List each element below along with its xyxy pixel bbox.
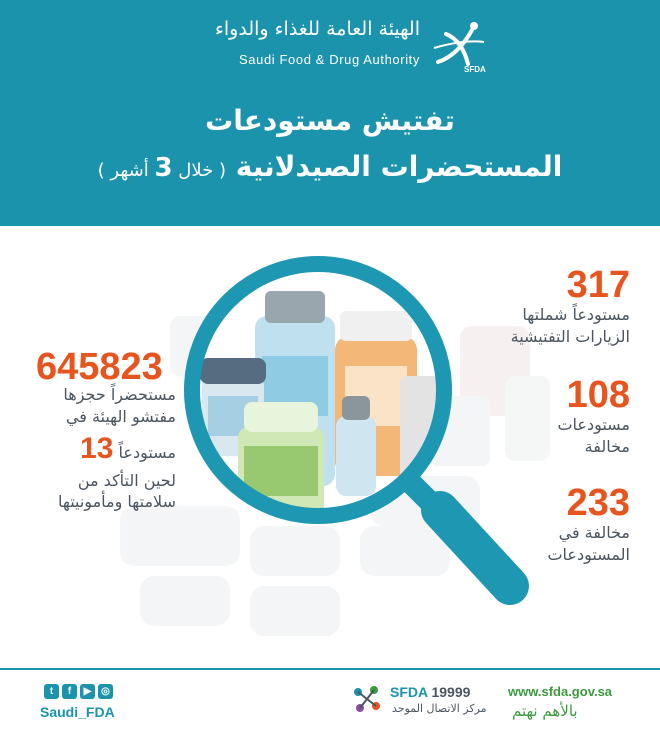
- stat-inspected-label-2: الزيارات التفتيشية: [510, 326, 630, 346]
- stat-seized-warehouses-count: 13: [80, 432, 114, 466]
- footer-divider: [0, 668, 660, 670]
- stat-violations-count: 233: [566, 482, 630, 524]
- stat-violations-label: [547, 522, 630, 565]
- stat-inspected-label: [511, 304, 630, 347]
- stat-violating-count: 108: [566, 374, 630, 416]
- stat-seized-label-2: مفتشو الهيئة في: [65, 406, 176, 426]
- youtube-icon[interactable]: ▶: [80, 684, 95, 699]
- instagram-icon[interactable]: ◎: [98, 684, 113, 699]
- title-main: المستحضرات الصيدلانية: [235, 150, 563, 183]
- call-center-number[interactable]: [390, 684, 470, 700]
- stat-seized-warehouses: [10, 429, 176, 470]
- social-handle[interactable]: Saudi_FDA: [40, 704, 115, 720]
- stat-violations-label-2: المستودعات: [547, 544, 630, 564]
- title-period: [97, 153, 226, 183]
- stat-seized-label-1: مستحضراً حجزها: [63, 385, 176, 404]
- title-period-a: ( خلال: [178, 160, 226, 181]
- call-center-prefix: SFDA: [390, 684, 428, 700]
- call-center-label: مركز الاتصال الموحد: [392, 702, 487, 715]
- title-line-1: تفتيش مستودعات: [205, 104, 455, 137]
- call-center-icon: [350, 682, 384, 716]
- stat-inspected-count: 317: [566, 264, 630, 306]
- header-banner: [0, 0, 660, 226]
- stat-seized-count: 645823: [36, 346, 163, 388]
- slogan: بالأهم نهتم: [512, 702, 578, 720]
- stat-seized-label-5: سلامتها ومأمونيتها: [57, 492, 176, 512]
- twitter-icon[interactable]: t: [44, 684, 59, 699]
- stat-violating-label: [557, 414, 630, 457]
- stat-violating-label-2: مخالفة: [584, 436, 630, 456]
- logo-tag: SFDA: [464, 65, 486, 74]
- stat-seized-label: [10, 384, 176, 513]
- stat-inspected-label-1: مستودعاً شملتها: [522, 305, 630, 324]
- stat-violating-label-1: مستودعات: [557, 415, 630, 434]
- title-period-num: 3: [154, 153, 173, 183]
- website-link[interactable]: www.sfda.gov.sa: [508, 684, 613, 699]
- stat-violations-label-1: مخالفة في: [558, 523, 630, 542]
- org-name-english: Saudi Food & Drug Authority: [239, 52, 420, 67]
- stat-seized-label-4: لحين التأكد من: [77, 470, 176, 490]
- magnifier-handle: [440, 510, 510, 586]
- call-center-digits: 19999: [431, 684, 471, 700]
- org-name-arabic: الهيئة العامة للغذاء والدواء: [214, 18, 420, 40]
- facebook-icon[interactable]: f: [62, 684, 77, 699]
- title-period-b: أشهر ): [97, 160, 149, 181]
- social-icons: [44, 684, 113, 699]
- sfda-logo-icon: [428, 18, 490, 76]
- stat-seized-warehouses-text: مستودعاً: [118, 443, 176, 463]
- title-line-2: [0, 150, 660, 183]
